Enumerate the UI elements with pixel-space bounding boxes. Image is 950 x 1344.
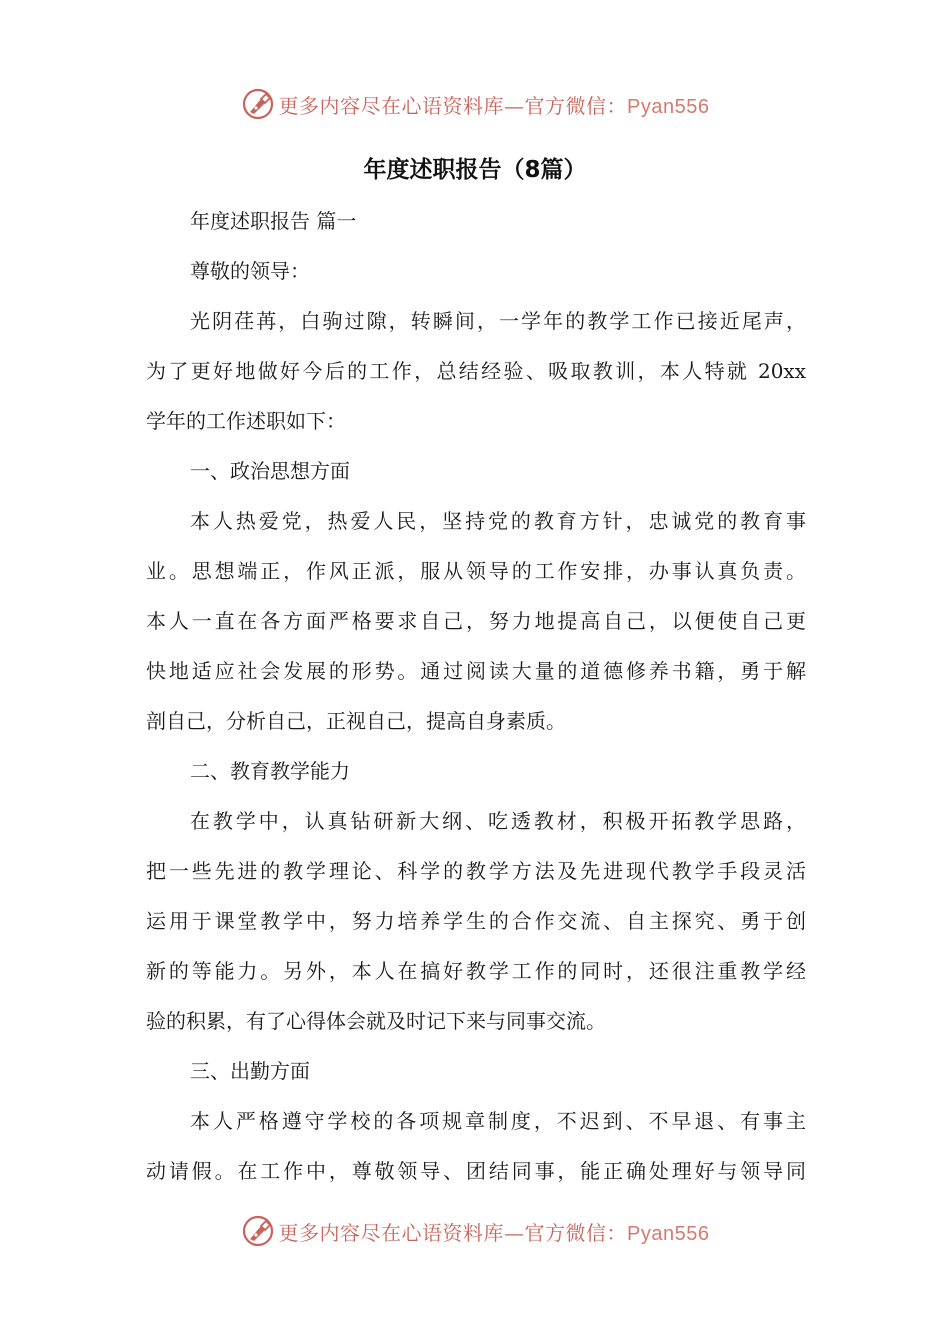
footer-banner bbox=[0, 1211, 950, 1251]
paragraph-line: 为了更好地做好今后的工作，总结经验、吸取教训，本人特就 20xx bbox=[146, 359, 806, 383]
section-heading: 三、出勤方面 bbox=[190, 1059, 310, 1083]
paragraph-line: 把一些先进的教学理论、科学的教学方法及先进现代教学手段灵活 bbox=[146, 859, 806, 883]
paragraph-line: 本人一直在各方面严格要求自己，努力地提高自己，以便使自己更 bbox=[146, 609, 806, 633]
wechat-id: Pyan556 bbox=[627, 1222, 710, 1245]
paragraph-line: 验的积累，有了心得体会就及时记下来与同事交流。 bbox=[146, 1009, 606, 1033]
wechat-id: Pyan556 bbox=[627, 95, 710, 118]
banner-slogan: 更多内容尽在心语资料库—官方微信： bbox=[278, 1220, 628, 1245]
banner-text bbox=[279, 90, 710, 119]
banner-text bbox=[279, 1217, 710, 1246]
paragraph-line: 运用于课堂教学中，努力培养学生的合作交流、自主探究、勇于创 bbox=[146, 909, 806, 933]
section-heading: 二、教育教学能力 bbox=[190, 759, 350, 783]
section-heading: 年度述职报告 篇一 bbox=[190, 209, 357, 233]
section-heading: 一、政治思想方面 bbox=[190, 459, 350, 483]
header-banner bbox=[0, 84, 950, 124]
paragraph-line: 业。思想端正，作风正派，服从领导的工作安排，办事认真负责。 bbox=[146, 559, 806, 583]
salutation: 尊敬的领导： bbox=[190, 259, 310, 283]
paragraph-line: 本人严格遵守学校的各项规章制度，不迟到、不早退、有事主 bbox=[190, 1109, 806, 1133]
paragraph-line: 快地适应社会发展的形势。通过阅读大量的道德修养书籍，勇于解 bbox=[146, 659, 806, 683]
paragraph-line: 动请假。在工作中，尊敬领导、团结同事，能正确处理好与领导同 bbox=[146, 1159, 806, 1183]
pen-nib-icon bbox=[241, 1214, 275, 1248]
pen-nib-icon bbox=[241, 87, 275, 121]
banner-slogan: 更多内容尽在心语资料库—官方微信： bbox=[278, 93, 628, 118]
document-body bbox=[146, 196, 806, 1196]
paragraph-line: 新的等能力。另外，本人在搞好教学工作的同时，还很注重教学经 bbox=[146, 959, 806, 983]
paragraph-line: 光阴荏苒，白驹过隙，转瞬间，一学年的教学工作已接近尾声， bbox=[190, 309, 806, 333]
page-title: 年度述职报告（8篇） bbox=[363, 157, 587, 183]
paragraph-line: 学年的工作述职如下： bbox=[146, 409, 346, 433]
paragraph-line: 本人热爱党，热爱人民，坚持党的教育方针，忠诚党的教育事 bbox=[190, 509, 806, 533]
paragraph-line: 剖自己，分析自己，正视自己，提高自身素质。 bbox=[146, 709, 566, 733]
paragraph-line: 在教学中，认真钻研新大纲、吃透教材，积极开拓教学思路， bbox=[190, 809, 806, 833]
